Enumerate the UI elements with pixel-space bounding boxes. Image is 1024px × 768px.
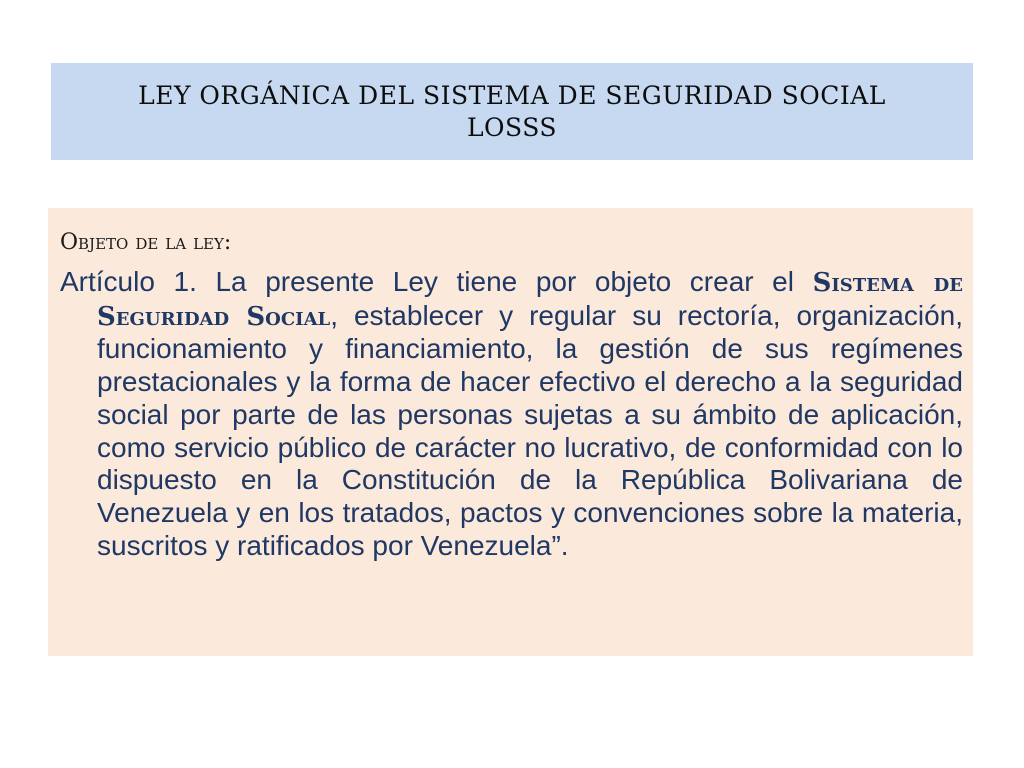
article-text [60, 266, 963, 562]
article-prefix: Artículo 1. La presente Ley tiene por objeto crear el [60, 266, 813, 297]
slide-title-line-1: LEY ORGÁNICA DEL SISTEMA DE SEGURIDAD SOCIAL [138, 80, 886, 110]
article-suffix: , establecer y regular su rectoría, organización, funcionamiento y financiamiento, la gestión de sus regímenes prestacionales y la forma de hacer efectivo el derecho a la seguridad social por parte de las personas sujetas a su ámbito de aplicación, como servicio público de carácter no lucrativo, de conformidad con lo dispuesto en la Constitución de la República Bolivariana de Venezuela y en los tratados, pactos y convenciones sobre la materia, suscritos y ratificados por Venezuela”. [97, 299, 963, 561]
title-box [51, 63, 973, 160]
article-highlight: Sistema de Seguridad Social [97, 268, 963, 332]
content-box [48, 208, 973, 656]
section-heading: Objeto de la ley: [60, 230, 232, 255]
slide-title-line-2: LOSSS [466, 112, 558, 142]
